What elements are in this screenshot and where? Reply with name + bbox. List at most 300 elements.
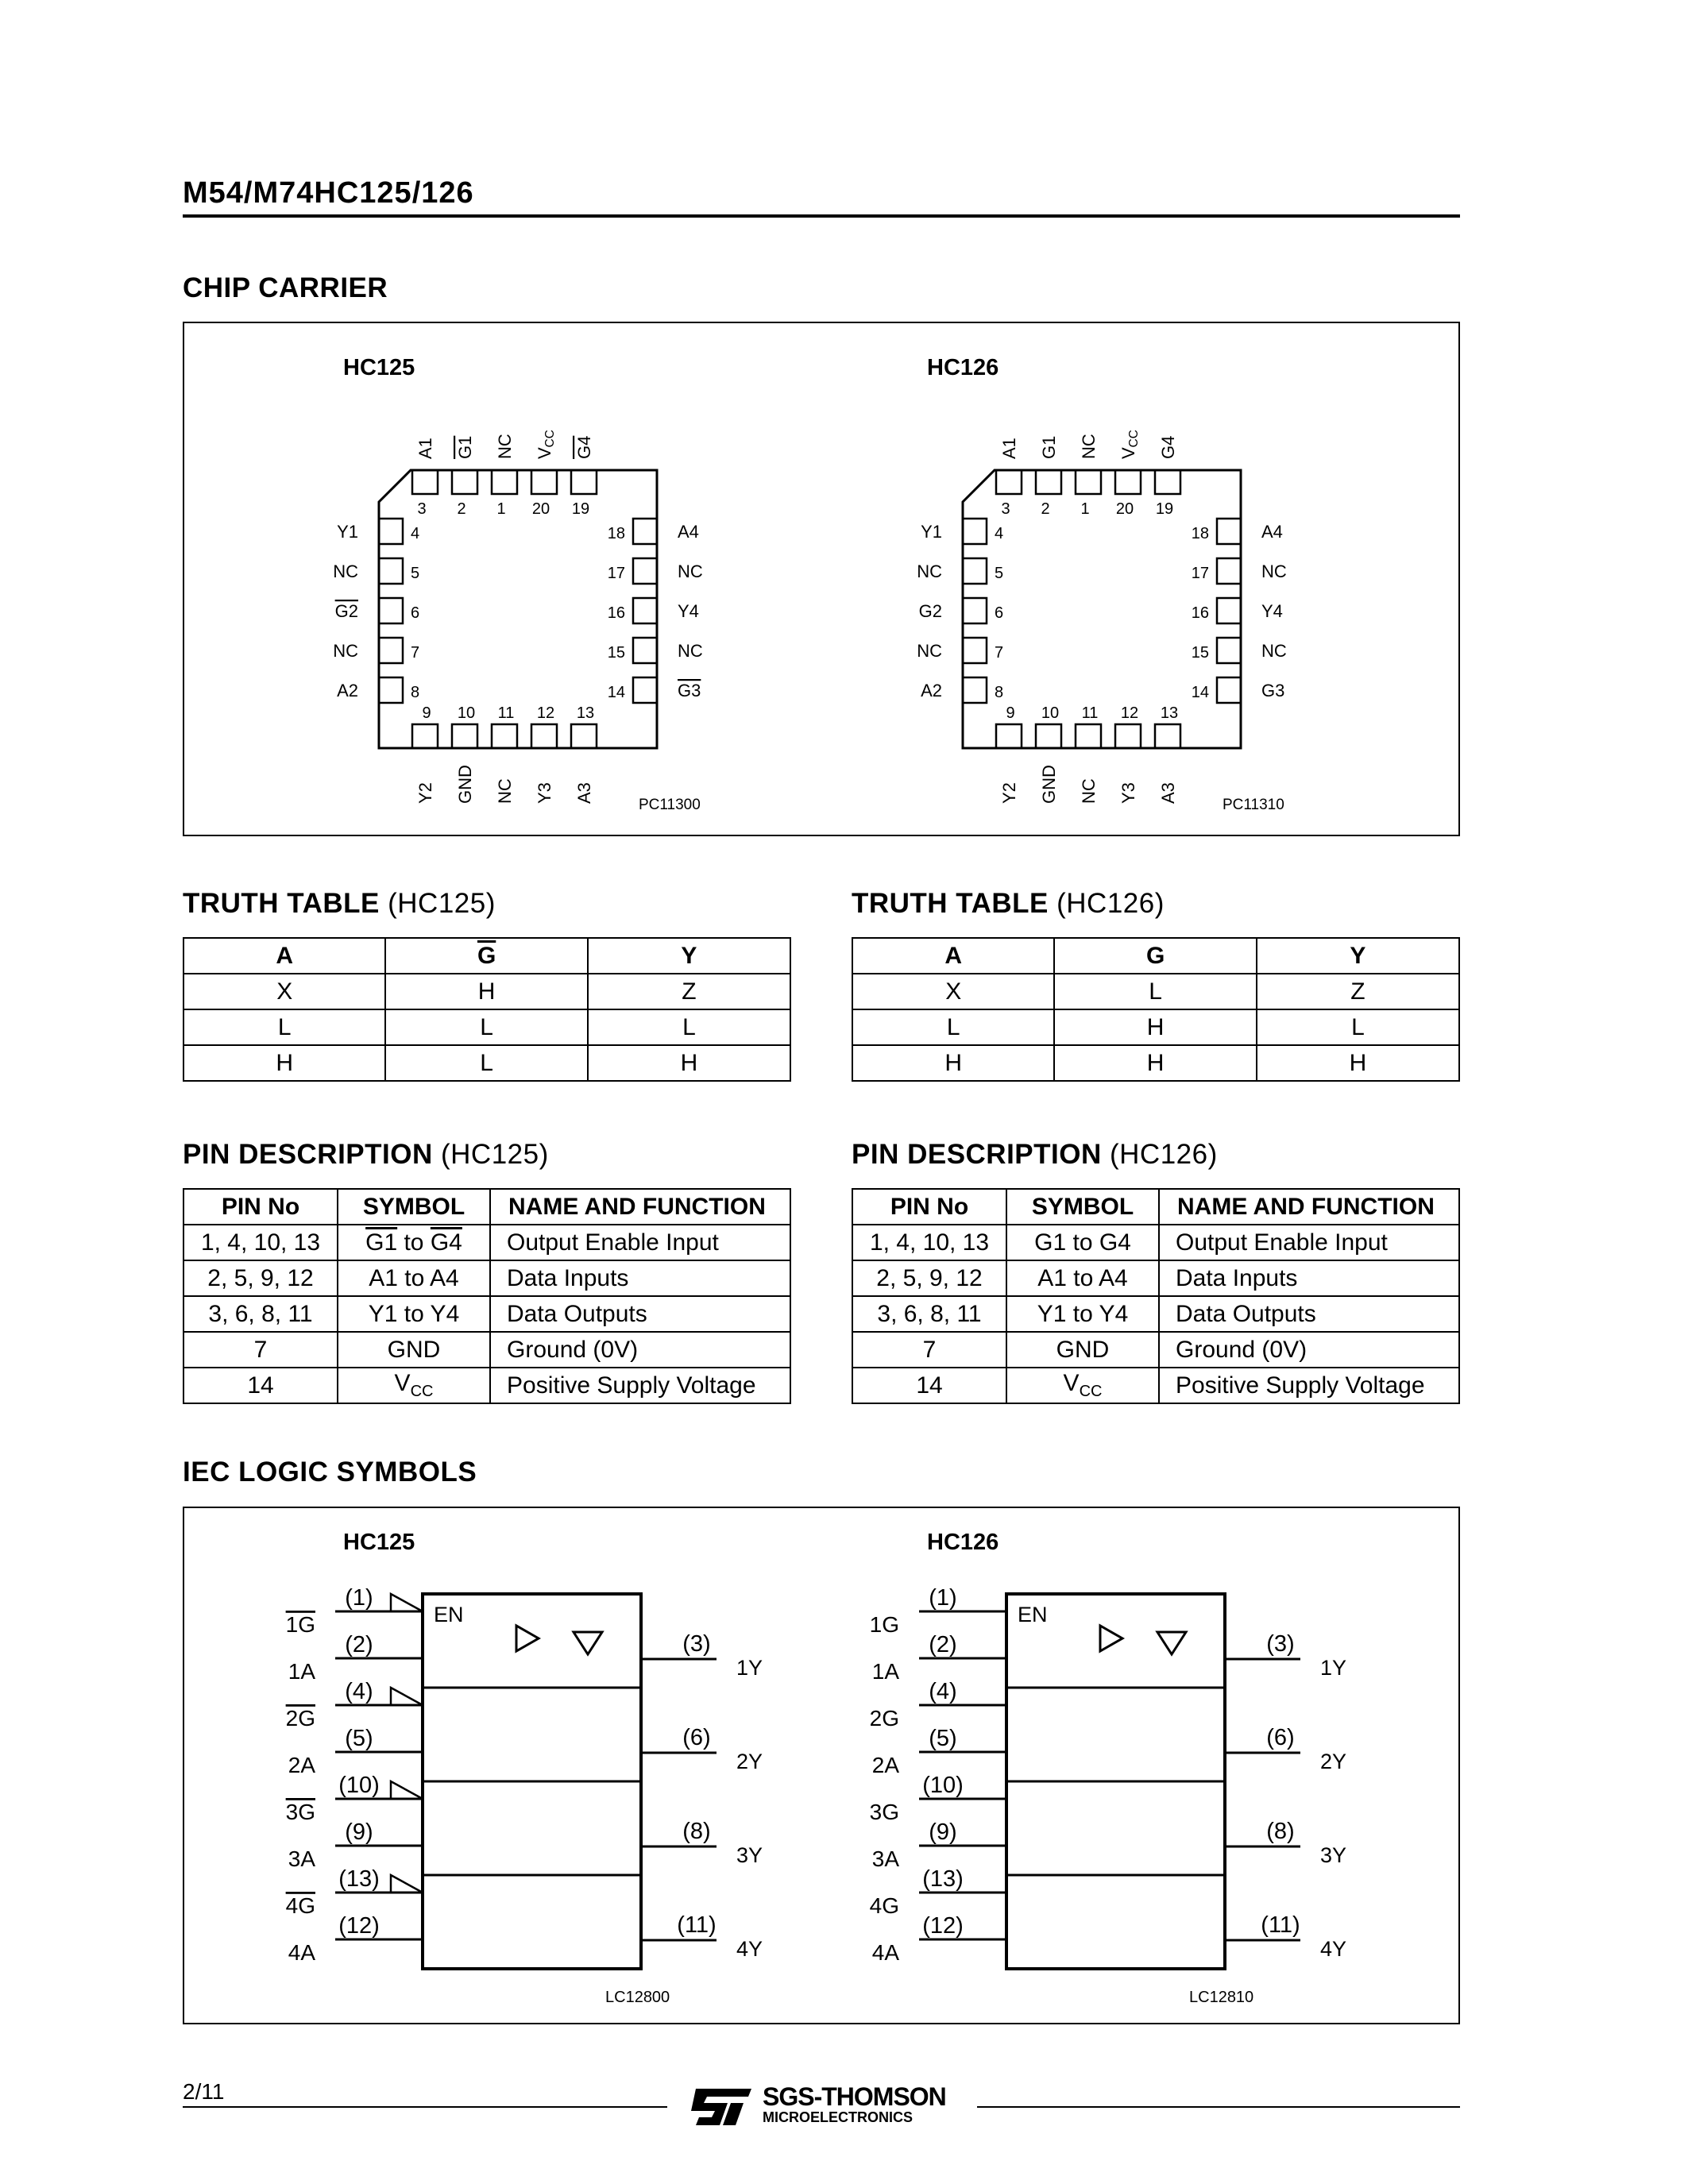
hc125-bottom-pin-name: GND [455, 765, 475, 804]
hc125-right-pin-name-group [678, 681, 701, 700]
hc126-left-pad [963, 598, 987, 623]
hc126-left-pin-name-group [921, 522, 942, 542]
hc125-top-pad [492, 470, 517, 494]
hc125-iec-en: EN [434, 1603, 464, 1626]
header-rule [183, 214, 1460, 218]
hc125-top-pin-name-group [574, 436, 594, 459]
hc126-top-pin-name-group [1118, 430, 1141, 459]
table-cell: Z [1257, 974, 1459, 1009]
table-cell: L [1054, 974, 1256, 1009]
table-cell: 14 [183, 1368, 338, 1403]
truth-table-hc126-heading [852, 888, 1165, 920]
truth-table-hc125-title: TRUTH TABLE [183, 888, 380, 919]
hc126-bottom-pin-name-group [1079, 778, 1099, 804]
hc126-input-name: 2G [869, 1706, 899, 1731]
column-header: NAME AND FUNCTION [1159, 1189, 1459, 1225]
hc126-left-pin-name-group [917, 641, 942, 661]
pin-desc-hc126-sub: (HC126) [1110, 1139, 1218, 1170]
hc125-left-pin-name: NC [333, 561, 358, 581]
hc125-output-name: 3Y [736, 1843, 763, 1867]
hc126-right-pad [1217, 638, 1241, 663]
hc126-right-pin-name: NC [1261, 641, 1287, 661]
table-cell: GND [1006, 1332, 1159, 1368]
hc126-top-pin-number: 2 [1041, 500, 1050, 518]
table-cell: Y1 to Y4 [338, 1296, 490, 1332]
column-header: Y [1257, 938, 1459, 974]
hc125-left-pad [379, 598, 403, 623]
hc126-left-pad [963, 638, 987, 663]
hc126-right-pin-number: 15 [1191, 644, 1209, 662]
hc126-input-name: 4A [871, 1940, 899, 1965]
pin-desc-hc125-sub: (HC125) [441, 1139, 549, 1170]
hc126-output-pin: (11) [1261, 1912, 1300, 1938]
pin-desc-hc125-heading [183, 1139, 549, 1171]
column-header: SYMBOL [338, 1189, 490, 1225]
hc125-right-pad [633, 677, 657, 703]
hc126-output-pin: (8) [1266, 1819, 1295, 1844]
hc126-left-pin-number: 4 [995, 525, 1004, 542]
column-header: SYMBOL [1006, 1189, 1159, 1225]
hc125-right-pin-name-group [678, 601, 699, 621]
hc125-right-pin-name: NC [678, 641, 703, 661]
hc125-top-pad [452, 470, 477, 494]
hc125-top-pin-name: VCC [535, 430, 557, 459]
table-cell: Ground (0V) [490, 1332, 790, 1368]
hc125-code: PC11300 [639, 797, 701, 813]
hc126-left-pad [963, 519, 987, 544]
table-cell: L [385, 1045, 587, 1081]
hc125-top-pad [531, 470, 557, 494]
table-cell: L [1257, 1009, 1459, 1045]
table-cell: Data Outputs [490, 1296, 790, 1332]
column-header: PIN No [852, 1189, 1006, 1225]
hc126-bottom-pin-number: 13 [1160, 704, 1179, 722]
hc125-left-pin-number: 8 [411, 684, 420, 701]
table-row [183, 1296, 790, 1332]
hc125-output-name: 1Y [736, 1656, 763, 1680]
table-cell: Positive Supply Voltage [1159, 1368, 1459, 1403]
hc126-bottom-pin-number: 12 [1120, 704, 1139, 722]
hc125-right-pin-number: 15 [607, 644, 625, 662]
hc125-iec [286, 1530, 763, 2006]
hc126-output-pin: (3) [1266, 1631, 1295, 1657]
table-cell: H [1257, 1045, 1459, 1081]
hc125-left-pin-name-group [337, 522, 358, 542]
hc125-top-pin-name-group [495, 434, 515, 459]
table-header-row [852, 1189, 1459, 1225]
hc126-iec-en: EN [1018, 1603, 1048, 1626]
hc126-top-pin-name-group [1158, 436, 1178, 459]
hc125-bottom-pin-name-group [535, 782, 554, 804]
hc125-input-pin: (4) [345, 1679, 373, 1704]
table-cell: H [183, 1045, 385, 1081]
hc125-input-pin: (5) [345, 1726, 373, 1751]
hc125-left-pin-name: G2 [334, 601, 358, 621]
hc126-label: HC126 [927, 355, 999, 380]
table-row [852, 1296, 1459, 1332]
hc125-carrier [333, 355, 703, 813]
hc126-top-pin-number: 19 [1155, 500, 1174, 518]
hc125-input-name: 1G [285, 1612, 315, 1637]
brand-line-1: SGS-THOMSON [763, 2082, 946, 2111]
hc125-top-pin-number: 1 [496, 500, 506, 518]
iec-box [183, 1507, 1460, 2024]
hc125-top-pad [571, 470, 597, 494]
hc126-top-pad [1036, 470, 1061, 494]
hc125-left-pin-name-group [337, 681, 358, 700]
hc125-left-pin-name-group [335, 601, 358, 621]
hc125-input-name: 3A [288, 1846, 315, 1871]
hc126-top-pin-name: A1 [999, 438, 1019, 459]
hc126-input-pin: (4) [929, 1679, 957, 1704]
table-row [852, 1045, 1459, 1081]
hc126-bottom-pad [1115, 724, 1141, 748]
hc125-output-name: 2Y [736, 1750, 763, 1773]
table-row [852, 1332, 1459, 1368]
hc126-input-name: 4G [869, 1893, 899, 1918]
hc125-bottom-pin-number: 9 [422, 704, 431, 722]
table-cell: X [183, 974, 385, 1009]
table-cell: Data Inputs [1159, 1260, 1459, 1296]
table-cell: Z [588, 974, 790, 1009]
hc126-input-name: 3G [869, 1800, 899, 1824]
hc125-top-pin-name: NC [495, 434, 515, 459]
hc125-buffer-icon [516, 1626, 539, 1651]
hc125-input-pin: (10) [338, 1773, 380, 1798]
hc125-top-pin-name-group [455, 436, 475, 459]
hc125-bottom-pad [492, 724, 517, 748]
table-cell: 7 [183, 1332, 338, 1368]
hc126-output-name: 3Y [1320, 1843, 1347, 1867]
truth-table-hc126-title: TRUTH TABLE [852, 888, 1049, 919]
truth-table-hc125 [183, 937, 791, 1082]
hc126-left-pin-name: A2 [921, 681, 942, 700]
hc125-bottom-pad [412, 724, 438, 748]
hc125-bottom-pin-number: 11 [497, 704, 515, 722]
hc125-left-pin-number: 6 [411, 604, 420, 622]
hc125-bottom-pin-number: 10 [457, 704, 476, 722]
hc125-negation-mark [391, 1594, 423, 1611]
hc125-top-pad [412, 470, 438, 494]
table-row [183, 1260, 790, 1296]
hc125-iec-code: LC12800 [605, 1989, 670, 2006]
hc125-top-pin-number: 2 [457, 500, 466, 518]
table-cell: G1 to G4 [1006, 1225, 1159, 1260]
footer-rule-right [977, 2106, 1460, 2108]
hc126-top-pin-name: VCC [1118, 430, 1141, 459]
hc126-top-pin-name-group [999, 438, 1019, 459]
hc126-input-name: 1G [869, 1612, 899, 1637]
hc125-negation-mark [391, 1688, 423, 1705]
hc125-top-pin-name-group [415, 438, 435, 459]
hc126-right-pad [1217, 519, 1241, 544]
hc126-bottom-pin-name-group [999, 782, 1019, 804]
hc125-right-pad [633, 638, 657, 663]
hc126-bottom-pin-name: GND [1039, 765, 1059, 804]
hc125-left-pin-name-group [333, 561, 358, 581]
hc126-top-pin-number: 3 [1001, 500, 1010, 518]
hc125-iec-label: HC125 [343, 1530, 415, 1555]
hc125-left-pin-name: A2 [337, 681, 358, 700]
hc125-top-pin-name: G1 [455, 435, 475, 459]
hc125-left-pad [379, 677, 403, 703]
table-header-row [852, 938, 1459, 974]
table-cell: Ground (0V) [1159, 1332, 1459, 1368]
hc126-top-pin-number: 1 [1080, 500, 1090, 518]
hc125-bottom-pad [452, 724, 477, 748]
column-header: PIN No [183, 1189, 338, 1225]
page-number: 2/11 [183, 2079, 225, 2104]
hc125-output-pin: (6) [682, 1725, 711, 1750]
hc125-right-pin-name-group [678, 522, 699, 542]
column-header: A [852, 938, 1054, 974]
table-cell: H [1054, 1009, 1256, 1045]
hc126-left-pin-name-group [921, 681, 942, 700]
hc126-right-pin-name-group [1261, 522, 1283, 542]
hc126-right-pad [1217, 598, 1241, 623]
hc126-bottom-pin-name: A3 [1158, 782, 1178, 804]
table-cell: 2, 5, 9, 12 [852, 1260, 1006, 1296]
hc125-input-pin: (2) [345, 1632, 373, 1657]
hc125-input-name: 2G [285, 1706, 315, 1731]
column-header: Y [588, 938, 790, 974]
table-cell: 1, 4, 10, 13 [183, 1225, 338, 1260]
hc126-left-pin-number: 7 [995, 644, 1004, 662]
hc126-input-name: 1A [871, 1659, 899, 1684]
hc125-bottom-pad [571, 724, 597, 748]
hc126-left-pad [963, 677, 987, 703]
column-header: NAME AND FUNCTION [490, 1189, 790, 1225]
table-cell: H [1054, 1045, 1256, 1081]
hc126-top-pin-number: 20 [1115, 500, 1134, 518]
hc126-right-pin-name-group [1261, 641, 1287, 661]
table-row [183, 1045, 790, 1081]
table-cell: G1 to G4 [338, 1225, 490, 1260]
hc125-top-pin-number: 20 [531, 500, 550, 518]
table-cell: Y1 to Y4 [1006, 1296, 1159, 1332]
hc126-bottom-pin-number: 10 [1041, 704, 1060, 722]
hc126-output-name: 2Y [1320, 1750, 1347, 1773]
truth-table-hc126 [852, 937, 1460, 1082]
footer-rule-left [183, 2106, 667, 2108]
table-cell: 2, 5, 9, 12 [183, 1260, 338, 1296]
table-row [852, 1260, 1459, 1296]
hc126-right-pin-name: A4 [1261, 522, 1283, 542]
table-cell: H [385, 974, 587, 1009]
hc126-top-pin-name-group [1079, 434, 1099, 459]
hc126-right-pin-name: Y4 [1261, 601, 1283, 621]
column-header: $\overline{G}$ [385, 938, 587, 974]
iec-diagram [184, 1508, 1458, 2023]
column-header: G [1054, 938, 1256, 974]
hc125-input-pin: (13) [338, 1866, 380, 1892]
hc126-carrier [917, 355, 1287, 813]
table-cell: Data Outputs [1159, 1296, 1459, 1332]
hc125-input-pin: (12) [338, 1913, 380, 1939]
hc126-top-pad [1076, 470, 1101, 494]
hc125-tristate-icon [574, 1632, 602, 1654]
truth-table-hc125-sub: (HC125) [388, 888, 496, 919]
chip-carrier-heading: CHIP CARRIER [183, 272, 388, 303]
hc125-input-name: 3G [285, 1800, 315, 1824]
hc126-right-pin-number: 18 [1191, 525, 1209, 542]
hc126-right-pin-name: G3 [1261, 681, 1285, 700]
hc126-right-pin-name-group [1261, 681, 1284, 700]
hc126-bottom-pin-name-group [1118, 782, 1138, 804]
table-row [183, 1009, 790, 1045]
hc126-left-pad [963, 558, 987, 584]
table-cell: 7 [852, 1332, 1006, 1368]
hc126-bottom-pin-name: Y2 [999, 782, 1019, 804]
hc125-top-pin-name: G4 [574, 435, 594, 459]
hc125-label: HC125 [343, 355, 415, 380]
truth-table-hc126-sub: (HC126) [1056, 888, 1165, 919]
hc126-right-pin-number: 17 [1191, 565, 1209, 582]
table-cell: A1 to A4 [338, 1260, 490, 1296]
hc126-left-pin-name-group [919, 601, 942, 621]
table-cell: $V_{CC}$ [1006, 1368, 1159, 1403]
table-cell: H [588, 1045, 790, 1081]
table-row [852, 1368, 1459, 1403]
hc125-bottom-pin-number: 13 [576, 704, 595, 722]
hc126-iec-label: HC126 [927, 1530, 999, 1555]
table-row [852, 1225, 1459, 1260]
hc126-tristate-icon [1157, 1632, 1186, 1654]
hc125-bottom-pin-number: 12 [536, 704, 555, 722]
hc126-top-pin-name-group [1039, 436, 1059, 459]
hc126-bottom-pin-name: NC [1079, 778, 1099, 804]
hc125-input-name: 1A [288, 1659, 315, 1684]
hc126-right-pad [1217, 677, 1241, 703]
hc125-bottom-pin-name: Y3 [535, 782, 554, 804]
hc125-right-pin-number: 14 [607, 684, 625, 701]
iec-heading: IEC LOGIC SYMBOLS [183, 1457, 477, 1488]
hc125-right-pin-name: Y4 [678, 601, 699, 621]
hc126-bottom-pin-number: 11 [1081, 704, 1099, 722]
table-cell: 3, 6, 8, 11 [183, 1296, 338, 1332]
hc125-input-name: 4G [285, 1893, 315, 1918]
hc126-left-pin-name: NC [917, 561, 942, 581]
hc125-left-pin-name: NC [333, 641, 358, 661]
hc125-output-name: 4Y [736, 1937, 763, 1961]
hc125-right-pad [633, 519, 657, 544]
hc126-top-pin-name: G4 [1158, 435, 1178, 459]
table-row [183, 1225, 790, 1260]
hc126-right-pad [1217, 558, 1241, 584]
table-cell: Positive Supply Voltage [490, 1368, 790, 1403]
hc125-left-pin-number: 7 [411, 644, 420, 662]
truth-table-hc125-heading [183, 888, 496, 920]
table-header-row [183, 1189, 790, 1225]
table-cell: 3, 6, 8, 11 [852, 1296, 1006, 1332]
hc126-bottom-pin-name-group [1158, 782, 1178, 804]
table-cell: L [588, 1009, 790, 1045]
hc125-left-pad [379, 519, 403, 544]
table-cell: Output Enable Input [1159, 1225, 1459, 1260]
table-row [852, 1009, 1459, 1045]
hc126-buffer-icon [1100, 1626, 1122, 1651]
column-header: A [183, 938, 385, 974]
hc126-right-pin-name-group [1261, 561, 1287, 581]
hc125-right-pad [633, 598, 657, 623]
hc126-left-pin-number: 6 [995, 604, 1004, 622]
hc126-input-pin: (9) [929, 1819, 957, 1845]
hc126-input-name: 3A [871, 1846, 899, 1871]
hc126-left-pin-number: 5 [995, 565, 1004, 582]
hc126-top-pad [1115, 470, 1141, 494]
hc126-right-pin-number: 16 [1191, 604, 1209, 622]
hc126-iec [870, 1530, 1346, 2006]
pin-desc-hc126-heading [852, 1139, 1218, 1171]
hc125-right-pin-number: 16 [607, 604, 625, 622]
pin-desc-hc125-title: PIN DESCRIPTION [183, 1139, 433, 1170]
hc126-input-pin: (1) [929, 1585, 957, 1611]
table-cell: A1 to A4 [1006, 1260, 1159, 1296]
hc125-negation-mark [391, 1781, 423, 1799]
hc126-bottom-pin-number: 9 [1006, 704, 1015, 722]
table-cell: $V_{CC}$ [338, 1368, 490, 1403]
hc125-bottom-pin-name: Y2 [415, 782, 435, 804]
table-cell: 1, 4, 10, 13 [852, 1225, 1006, 1260]
brand-line-2: MICROELECTRONICS [763, 2109, 913, 2125]
table-cell: GND [338, 1332, 490, 1368]
hc126-top-pad [1155, 470, 1180, 494]
hc125-output-pin: (11) [677, 1912, 717, 1938]
hc126-iec-code: LC12810 [1189, 1989, 1254, 2006]
table-cell: X [852, 974, 1054, 1009]
hc126-input-name: 2A [871, 1753, 899, 1777]
pin-desc-hc126-title: PIN DESCRIPTION [852, 1139, 1102, 1170]
hc126-right-pin-name-group [1261, 601, 1283, 621]
hc126-input-pin: (2) [929, 1632, 957, 1657]
pin-desc-hc126 [852, 1188, 1460, 1404]
hc125-bottom-pin-name: NC [495, 778, 515, 804]
hc125-left-pad [379, 558, 403, 584]
hc125-right-pin-number: 17 [607, 565, 625, 582]
hc126-bottom-pin-name-group [1039, 765, 1059, 804]
hc125-output-pin: (3) [682, 1631, 711, 1657]
hc125-left-pad [379, 638, 403, 663]
page-title: M54/M74HC125/126 [183, 176, 474, 210]
hc126-code: PC11310 [1223, 797, 1284, 813]
table-cell: L [852, 1009, 1054, 1045]
hc126-bottom-pad [1076, 724, 1101, 748]
hc125-right-pin-name-group [678, 641, 703, 661]
table-cell: 14 [852, 1368, 1006, 1403]
hc125-bottom-pin-name: A3 [574, 782, 594, 804]
hc125-bottom-pin-name-group [415, 782, 435, 804]
table-row [183, 1368, 790, 1403]
hc126-output-pin: (6) [1266, 1725, 1295, 1750]
hc125-right-pin-name: NC [678, 561, 703, 581]
hc125-right-pin-name: A4 [678, 522, 699, 542]
hc125-top-pin-number: 3 [417, 500, 427, 518]
table-row [183, 1332, 790, 1368]
hc126-bottom-pad [1155, 724, 1180, 748]
table-header-row [183, 938, 790, 974]
hc126-right-pin-name: NC [1261, 561, 1287, 581]
hc125-right-pad [633, 558, 657, 584]
hc126-input-pin: (10) [922, 1773, 964, 1798]
hc126-bottom-pin-name: Y3 [1118, 782, 1138, 804]
hc125-right-pin-number: 18 [607, 525, 625, 542]
hc125-top-pin-name: A1 [415, 438, 435, 459]
table-row [852, 974, 1459, 1009]
hc125-output-pin: (8) [682, 1819, 711, 1844]
hc125-left-pin-number: 4 [411, 525, 420, 542]
table-cell: L [385, 1009, 587, 1045]
hc125-bottom-pin-name-group [574, 782, 594, 804]
